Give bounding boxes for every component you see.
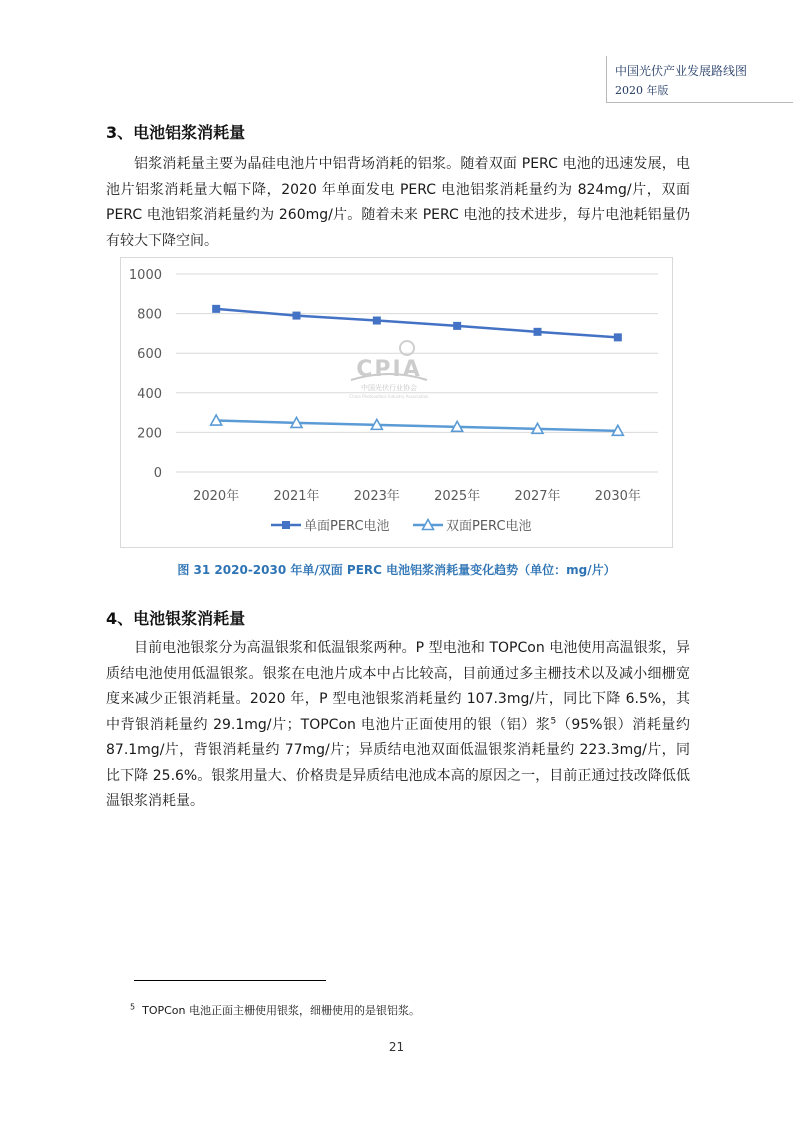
x-tick-label: 2021年 xyxy=(273,489,320,504)
section-4-text-b: （95%银）消耗量约 87.1mg/片，背银消耗量约 77mg/片；异质结电池双面低温银浆消耗量约 223.3mg/片，同比下降 25.6%。银浆用量大、价格贵是异质结电池成本高的原因之一，目前正通过技改降低低温银浆消耗量。 xyxy=(106,716,690,809)
series-1-point xyxy=(373,317,381,325)
y-tick-label: 1000 xyxy=(128,268,162,283)
y-tick-label: 400 xyxy=(137,386,162,402)
series-1-point xyxy=(534,328,542,336)
section-4-paragraph xyxy=(106,636,690,815)
running-header xyxy=(606,56,793,103)
series-1-point xyxy=(453,322,461,330)
y-tick-label: 0 xyxy=(153,466,162,481)
footnote-divider xyxy=(134,980,326,981)
section-4-text-a: 目前电池银浆分为高温银浆和低温银浆两种。P 型电池和 TOPCon 电池使用高温银浆，异质结电池使用低温银浆。银浆在电池片成本中占比较高，目前通过多主栅技术以及减小细栅宽度来减少正银消耗量。2020 年，P 型电池银浆消耗量约 107.3mg/片，同比下降 6.5%，其中背银消耗量约 29.1mg/片；TOPCon 电池片正面使用的银（铝）浆 xyxy=(106,640,690,733)
footnote-number: 5 xyxy=(130,1002,136,1012)
series-1-point xyxy=(293,312,301,320)
x-tick-label: 2025年 xyxy=(434,489,481,504)
series-line-2 xyxy=(216,421,618,431)
page-number: 21 xyxy=(388,1040,405,1054)
legend-label: 双面PERC电池 xyxy=(446,519,532,534)
x-tick-label: 2030年 xyxy=(594,489,641,504)
x-tick-label: 2023年 xyxy=(353,489,400,504)
section-3-heading: 3、电池铝浆消耗量 xyxy=(106,123,246,142)
header-edition: 2020 年版 xyxy=(615,84,669,97)
footnote xyxy=(130,1002,420,1018)
x-tick-label: 2027年 xyxy=(514,489,561,504)
y-tick-label: 200 xyxy=(137,426,162,442)
section-4-heading: 4、电池银浆消耗量 xyxy=(106,609,246,628)
aluminum-paste-chart xyxy=(120,257,673,548)
chart-canvas xyxy=(121,258,672,547)
series-1-point xyxy=(212,305,220,313)
y-tick-label: 800 xyxy=(137,307,162,323)
figure-caption: 图 31 2020-2030 年单/双面 PERC 电池铝浆消耗量变化趋势（单位：mg/片） xyxy=(177,563,616,577)
watermark-logo-text: CPIA xyxy=(356,357,422,382)
series-1-point xyxy=(614,333,622,341)
x-tick-label: 2020年 xyxy=(193,489,240,504)
legend-marker xyxy=(282,521,290,529)
watermark-org-en: China Photovoltaic Industry Association xyxy=(349,394,429,399)
footnote-text: TOPCon 电池正面主栅使用银浆，细栅使用的是银铝浆。 xyxy=(142,1004,420,1017)
y-tick-label: 600 xyxy=(137,347,162,363)
watermark-org-cn: 中国光伏行业协会 xyxy=(361,384,417,392)
header-title: 中国光伏产业发展路线图 xyxy=(615,64,748,78)
footnote-ref[interactable]: 5 xyxy=(550,715,557,726)
section-3-paragraph: 铝浆消耗量主要为晶硅电池片中铝背场消耗的铝浆。随着双面 PERC 电池的迅速发展，电池片铝浆消耗量大幅下降，2020 年单面发电 PERC 电池铝浆消耗量约为 824mg/片，双面 PERC 电池铝浆消耗量约为 260mg/片。随着未来 PERC 电池的技术进步，每片电池耗铝量仍有较大下降空间。 xyxy=(106,156,690,249)
legend-label: 单面PERC电池 xyxy=(304,519,390,534)
